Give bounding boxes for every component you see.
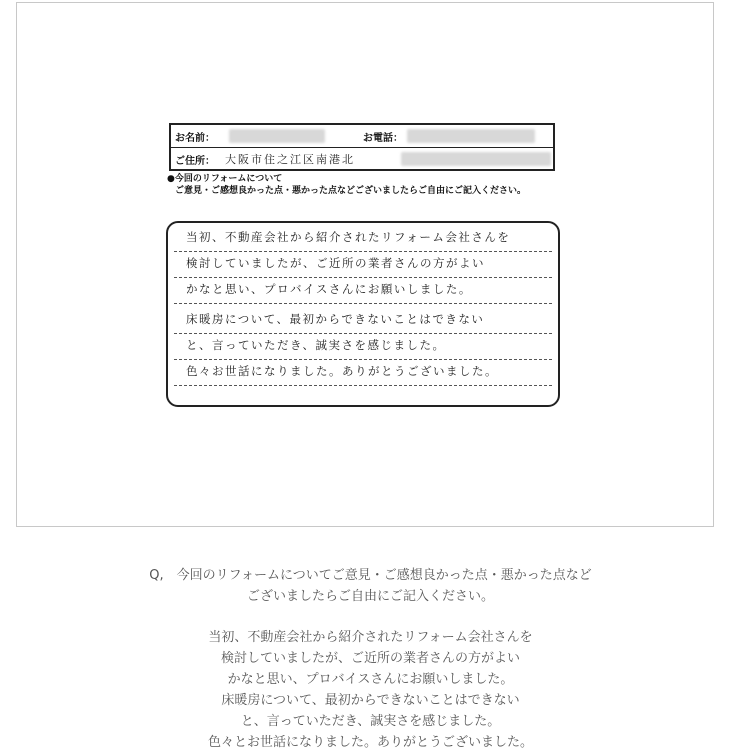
question-line-1: Q, 今回のリフォームについてご意見・ご感想良かった点・悪かった点など [149,568,592,583]
scan-frame [16,2,714,527]
handwritten-line: と、言っていただき、誠実さを感じました。 [186,338,446,352]
info-row-name-phone [171,125,553,148]
answer-line: かなと思い、プロバイスさんにお願いしました。 [227,672,514,687]
name-redacted [229,129,325,143]
handwritten-line: 床暖房について、最初からできないことはできない [186,312,485,326]
dashed-rule [174,251,552,252]
address-redacted [401,152,551,166]
dashed-rule [174,303,552,304]
phone-label: お電話： [363,133,403,144]
name-label: お名前： [175,133,215,144]
instruction-line-1: ●今回のリフォームについて [167,174,283,184]
answer-line: 床暖房について、最初からできないことはできない [221,693,520,708]
question-line-2: ございましたらご自由にご記入ください。 [246,589,494,604]
question-text [0,565,741,607]
dashed-rule [174,359,552,360]
handwritten-answer-box [166,221,560,407]
answer-line: 当初、不動産会社から紹介されたリフォーム会社さんを [208,630,533,645]
info-row-address [171,148,553,170]
handwritten-line: 検討していましたが、ご近所の業者さんの方がよい [186,256,485,270]
answer-line: 色々とお世話になりました。ありがとうございました。 [207,735,533,750]
handwritten-line: 色々お世話になりました。ありがとうございました。 [186,364,498,378]
form-instructions [167,173,567,197]
dashed-rule [174,333,552,334]
address-handwritten: 大阪市住之江区南港北 [225,153,355,166]
answer-line: 検討していましたが、ご近所の業者さんの方がよい [220,651,520,666]
handwritten-line: かなと思い、プロバイスさんにお願いしました。 [186,282,472,296]
dashed-rule [174,385,552,386]
dashed-rule [174,277,552,278]
answer-transcription [0,627,741,753]
instruction-line-2: ご意見・ご感想良かった点・悪かった点などございましたらご自由にご記入ください。 [175,186,527,196]
handwritten-line: 当初、不動産会社から紹介されたリフォーム会社さんを [186,230,511,244]
answer-line: と、言っていただき、誠実さを感じました。 [240,714,501,729]
customer-info-table [169,123,555,171]
phone-redacted [407,129,535,143]
address-label: ご住所： [175,156,215,167]
